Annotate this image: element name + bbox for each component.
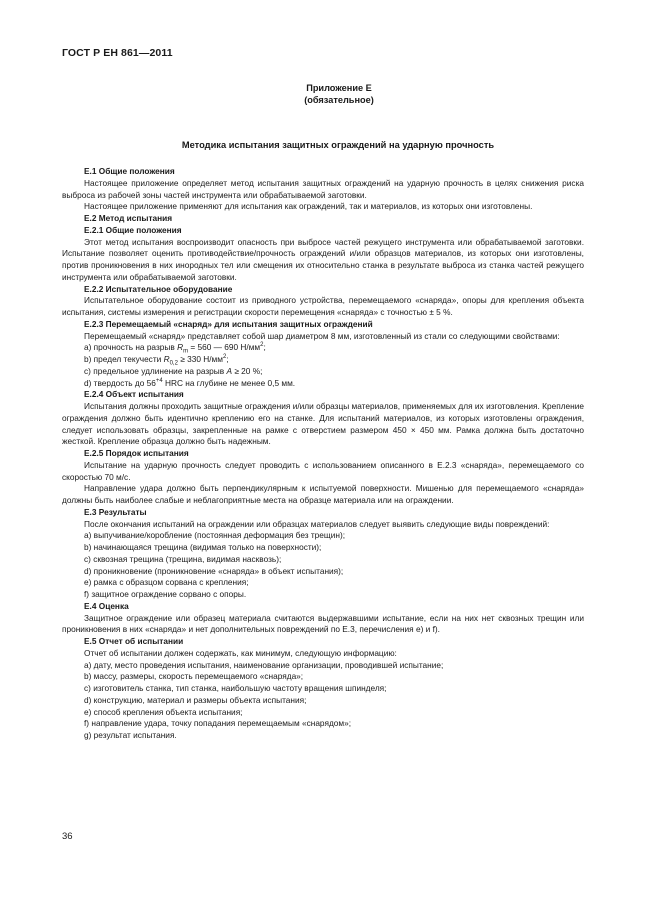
section-heading: Е.1 Общие положения bbox=[84, 166, 175, 176]
list-item: d) конструкцию, материал и размеры объекта испытания; bbox=[84, 694, 307, 705]
page-number: 36 bbox=[62, 831, 73, 842]
section-heading: Е.2.4 Объект испытания bbox=[84, 389, 184, 400]
list-item: f) защитное ограждение сорвано с опоры. bbox=[84, 589, 247, 599]
paragraph: Испытательное оборудование состоит из приводного устройства, перемещаемого «снаряда», опоры для крепления объекта испытания, системы измерения и регистрации скорости перемещения «снаряда» с точностью ± 5 %. bbox=[62, 295, 584, 317]
paragraph: Настоящее приложение определяет метод испытания защитных ограждений на ударную прочность в целях снижения риска выброса из рабочей зоны частей инструмента или обрабатываемой заготовки. bbox=[62, 177, 584, 200]
list-item: e) способ крепления объекта испытания; bbox=[84, 706, 243, 717]
list-item: a) дату, место проведения испытания, наименование организации, проводившей испытание; bbox=[84, 659, 444, 670]
list-item: g) результат испытания. bbox=[84, 730, 177, 740]
list-item: d) твердость до $56^{+4}$ HRC на глубине не менее 0,5 мм. bbox=[84, 377, 296, 388]
paragraph: Направление удара должно быть перпендикулярным к испытуемой поверхности. Мишенью для перемещаемого «снаряда» должны быть наиболее слабые и неблагоприятные места на образце материала или на ограждении. bbox=[62, 483, 584, 505]
paragraph: Защитное ограждение или образец материала считаются выдержавшими испытание, если на них нет сквозных трещин или проникновения в них «снаряда» и нет дополнительных повреждений по Е.3, перечисления e) и f). bbox=[62, 612, 584, 635]
section-heading: Е.2.3 Перемещаемый «снаряд» для испытания защитных ограждений bbox=[84, 318, 373, 329]
paragraph: Настоящее приложение применяют для испытания как ограждений, так и материалов, из которых они изготовлены. bbox=[84, 201, 533, 212]
paragraph: После окончания испытаний на ограждении или образцах материалов следует выявить следующие виды повреждений: bbox=[84, 518, 550, 529]
list-item: b) начинающаяся трещина (видимая только на поверхности); bbox=[84, 542, 322, 552]
section-heading: Е.2 Метод испытания bbox=[84, 213, 173, 223]
list-item: c) предельное удлинение на разрыв A ≥ 20 %; bbox=[84, 365, 263, 376]
section-heading: Е.2.5 Порядок испытания bbox=[84, 448, 189, 458]
document-header: ГОСТ Р ЕН 861—2011 bbox=[62, 47, 173, 59]
list-item: a) прочность на разрыв $R_m = 560$ — 690 $Н/мм^2$; bbox=[84, 342, 266, 355]
list-item: f) направление удара, точку попадания перемещаемым «снарядом»; bbox=[84, 718, 352, 729]
section-heading: Е.3 Результаты bbox=[84, 506, 147, 517]
section-heading: Е.2.1 Общие положения bbox=[84, 224, 182, 235]
list-item: c) сквозная трещина (трещина, видимая насквозь); bbox=[84, 553, 282, 564]
list-item: e) рамка с образцом сорвана с крепления; bbox=[84, 577, 249, 588]
paragraph: Перемещаемый «снаряд» представляет собой шар диаметром 8 мм, изготовленный из стали со следующими свойствами: bbox=[84, 330, 560, 341]
annex-title: Методика испытания защитных ограждений на ударную прочность bbox=[181, 140, 495, 150]
paragraph: Отчет об испытании должен содержать, как минимум, следующую информацию: bbox=[84, 647, 397, 658]
paragraph: Этот метод испытания воспроизводит опасность при выбросе частей режущего инструмента или обрабатываемой заготовки. Испытание позволяет оценить противодействие/прочность ограждений и/или образцов материалов, из которых они изготовлены, против проникновения в них инородных тел или смещения их относительно станка в результате выброса из станка частей режущего инструмента или обрабатываемой заготовки. bbox=[62, 236, 584, 282]
section-heading: Е.5 Отчет об испытании bbox=[84, 636, 184, 646]
document-body bbox=[62, 166, 584, 742]
list-item: d) проникновение (проникновение «снаряда» в объект испытания); bbox=[84, 565, 344, 576]
section-heading: Е.2.2 Испытательное оборудование bbox=[84, 283, 233, 294]
section-heading: Е.4 Оценка bbox=[84, 600, 129, 611]
annex-label: Приложение Е bbox=[306, 83, 372, 93]
paragraph: Испытание на ударную прочность следует проводить с использованием описанного в Е.2.3 «снаряда», перемещаемого со скоростью 70 м/с. bbox=[62, 459, 584, 482]
list-item: c) изготовитель станка, тип станка, наибольшую частоту вращения шпинделя; bbox=[84, 683, 387, 693]
list-item: b) предел текучести $R_{0,2} \ge 330$ $Н/мм^2$; bbox=[84, 354, 229, 367]
annex-status: (обязательное) bbox=[304, 95, 374, 105]
list-item: a) выпучивание/коробление (постоянная деформация без трещин); bbox=[84, 530, 346, 541]
paragraph: Испытания должны проходить защитные ограждения и/или образцы материалов, применяемых для их изготовления. Крепление ограждения должно быть идентично креплению его на станке. Для испытаний материалов, из которых изготовлены ограждения, следует использовать образцы, закрепленные на рамке с отверстием размером 450 × 450 мм. Рамка должна быть достаточно жесткой. Крепление образца должно быть надежным. bbox=[62, 401, 584, 447]
annex-heading bbox=[0, 82, 646, 106]
list-item: b) массу, размеры, скорость перемещаемого «снаряда»; bbox=[84, 671, 304, 682]
